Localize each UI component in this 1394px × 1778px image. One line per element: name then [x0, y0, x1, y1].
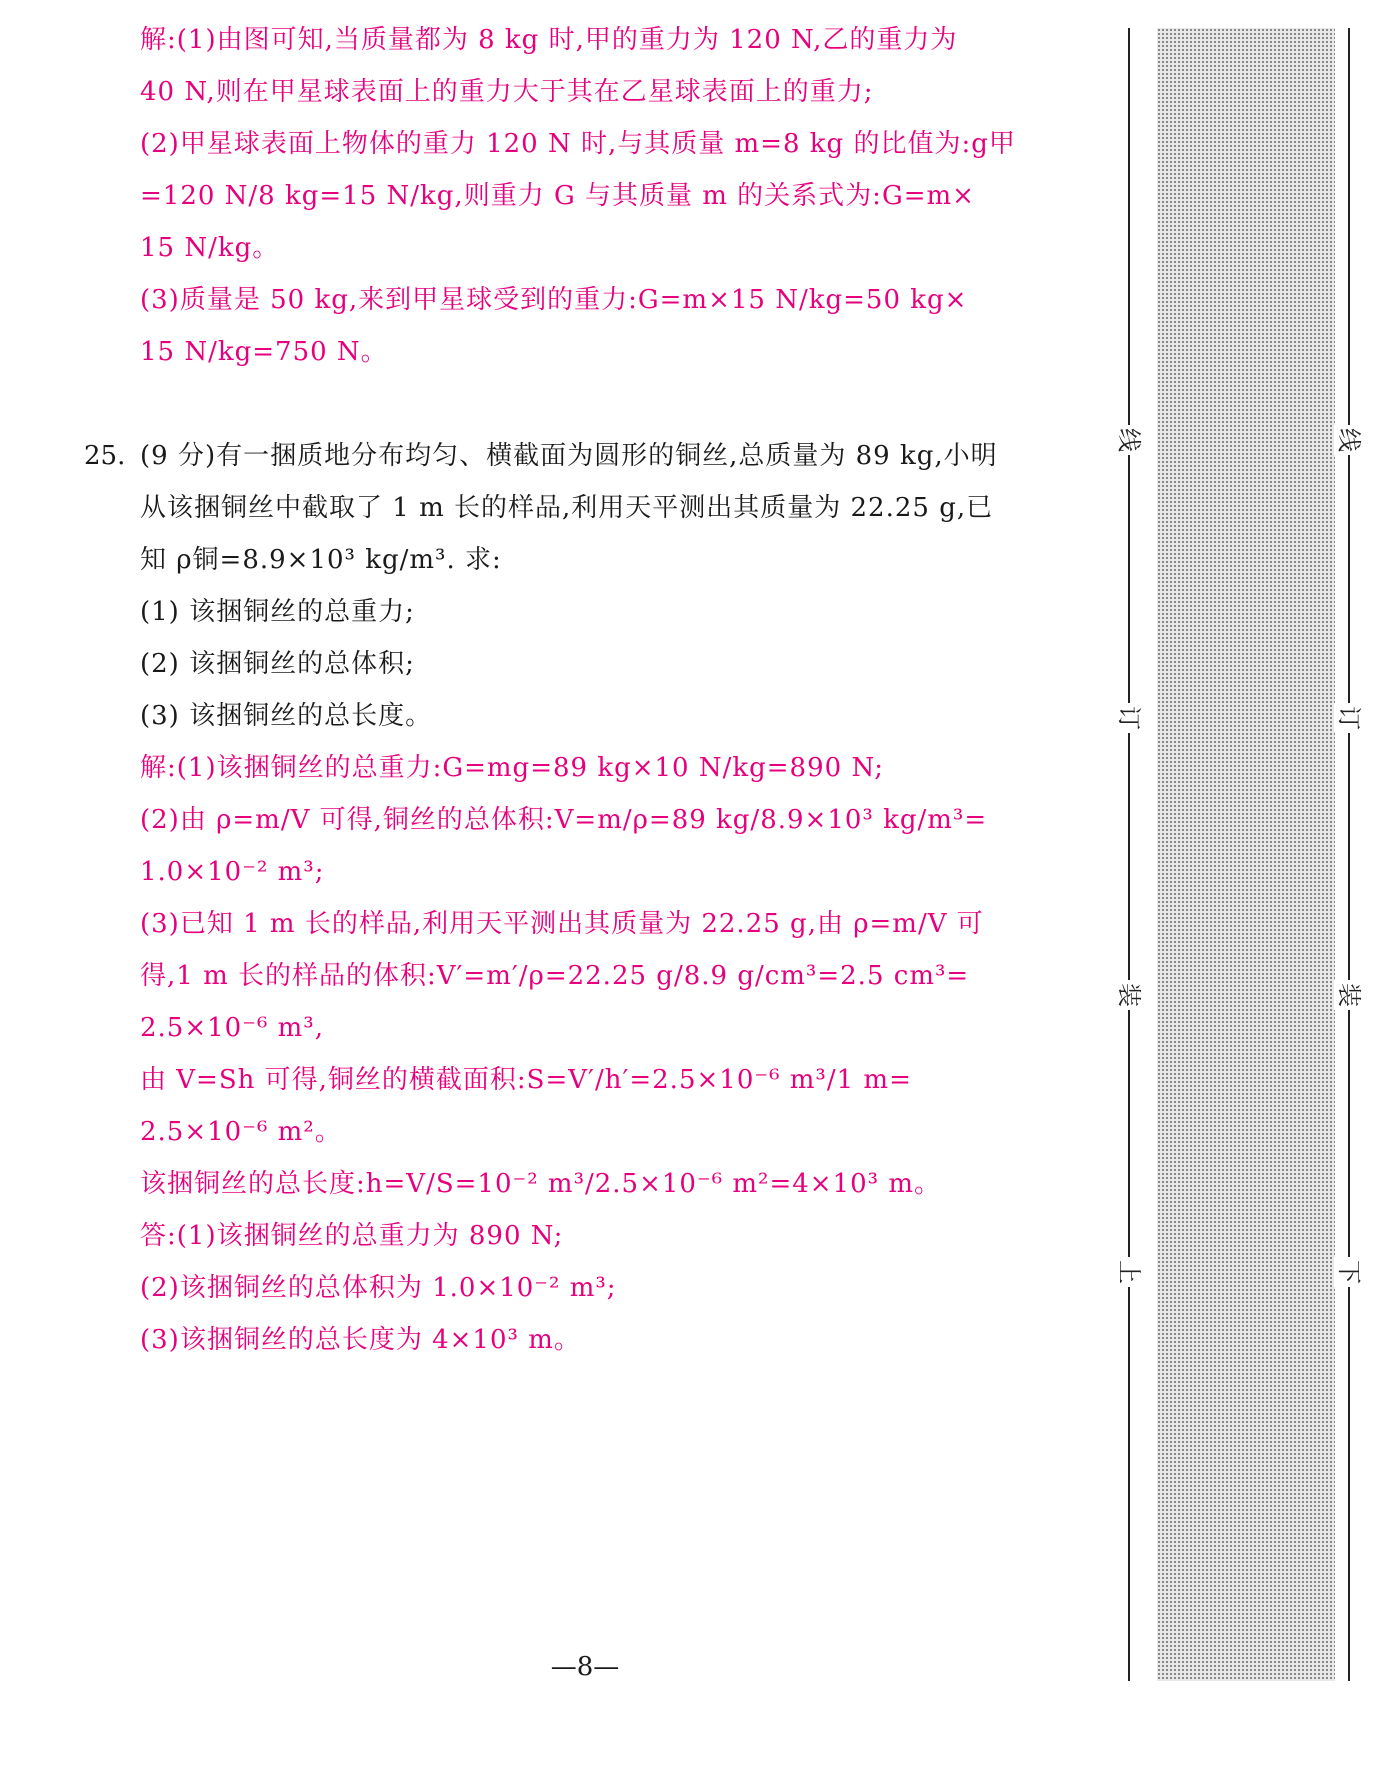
answer24-line-1: 解:(1)由图可知,当质量都为 8 kg 时,甲的重力为 120 N,乙的重力为: [140, 25, 958, 55]
answer25-line-12: (3)该捆铜丝的总长度为 4×10³ m。: [140, 1325, 581, 1355]
question25-line-5: (2) 该捆铜丝的总体积;: [140, 649, 415, 679]
question25-number: 25.: [84, 441, 126, 471]
question25-line-6: (3) 该捆铜丝的总长度。: [140, 701, 433, 731]
answer24-line-6: (3)质量是 50 kg,来到甲星球受到的重力:G=m×15 N/kg=50 kg×: [140, 285, 968, 315]
binding-right-char-1: 线: [1334, 425, 1364, 455]
answer25-line-1: 解:(1)该捆铜丝的总重力:G=mg=89 kg×10 N/kg=890 N;: [140, 753, 885, 783]
answer25-line-8: 2.5×10⁻⁶ m²。: [140, 1117, 342, 1147]
binding-left-char-1: 线: [1114, 425, 1144, 455]
answer24-line-2: 40 N,则在甲星球表面上的重力大于其在乙星球表面上的重力;: [140, 77, 874, 107]
question25-line-2: 从该捆铜丝中截取了 1 m 长的样品,利用天平测出其质量为 22.25 g,已: [140, 493, 994, 523]
question25-line-1: (9 分)有一捆质地分布均匀、横截面为圆形的铜丝,总质量为 89 kg,小明: [140, 441, 998, 471]
answer25-line-10: 答:(1)该捆铜丝的总重力为 890 N;: [140, 1221, 564, 1251]
binding-left-char-4: 上: [1114, 1257, 1144, 1287]
page-number: —8—: [550, 1652, 620, 1682]
answer25-line-7: 由 V=Sh 可得,铜丝的横截面积:S=V′/h′=2.5×10⁻⁶ m³/1 m=: [140, 1065, 912, 1095]
answer24-line-4: =120 N/8 kg=15 N/kg,则重力 G 与其质量 m 的关系式为:G=m×: [140, 181, 975, 211]
binding-left-char-2: 订: [1114, 703, 1144, 733]
binding-right-char-4: 下: [1334, 1257, 1364, 1287]
binding-right-char-3: 装: [1334, 980, 1364, 1010]
answer25-line-11: (2)该捆铜丝的总体积为 1.0×10⁻² m³;: [140, 1273, 617, 1303]
answer25-line-3: 1.0×10⁻² m³;: [140, 857, 325, 887]
answer25-line-4: (3)已知 1 m 长的样品,利用天平测出其质量为 22.25 g,由 ρ=m/V 可: [140, 909, 984, 939]
answer25-line-9: 该捆铜丝的总长度:h=V/S=10⁻² m³/2.5×10⁻⁶ m²=4×10³ m。: [140, 1169, 941, 1199]
answer25-line-2: (2)由 ρ=m/V 可得,铜丝的总体积:V=m/ρ=89 kg/8.9×10³ kg/m³=: [140, 805, 988, 835]
binding-right-char-2: 订: [1334, 703, 1364, 733]
answer25-line-5: 得,1 m 长的样品的体积:V′=m′/ρ=22.25 g/8.9 g/cm³=2.5 cm³=: [140, 961, 970, 991]
binding-strip: [1157, 28, 1335, 1681]
answer24-line-7: 15 N/kg=750 N。: [140, 337, 388, 367]
binding-line-left: [1128, 28, 1130, 1681]
answer25-line-6: 2.5×10⁻⁶ m³,: [140, 1013, 324, 1043]
answer24-line-3: (2)甲星球表面上物体的重力 120 N 时,与其质量 m=8 kg 的比值为:g甲: [140, 129, 1016, 159]
question25-line-3: 知 ρ铜=8.9×10³ kg/m³. 求:: [140, 545, 502, 575]
binding-left-char-3: 装: [1114, 980, 1144, 1010]
binding-line-right: [1348, 28, 1350, 1681]
question25-line-4: (1) 该捆铜丝的总重力;: [140, 597, 415, 627]
answer24-line-5: 15 N/kg。: [140, 233, 280, 263]
